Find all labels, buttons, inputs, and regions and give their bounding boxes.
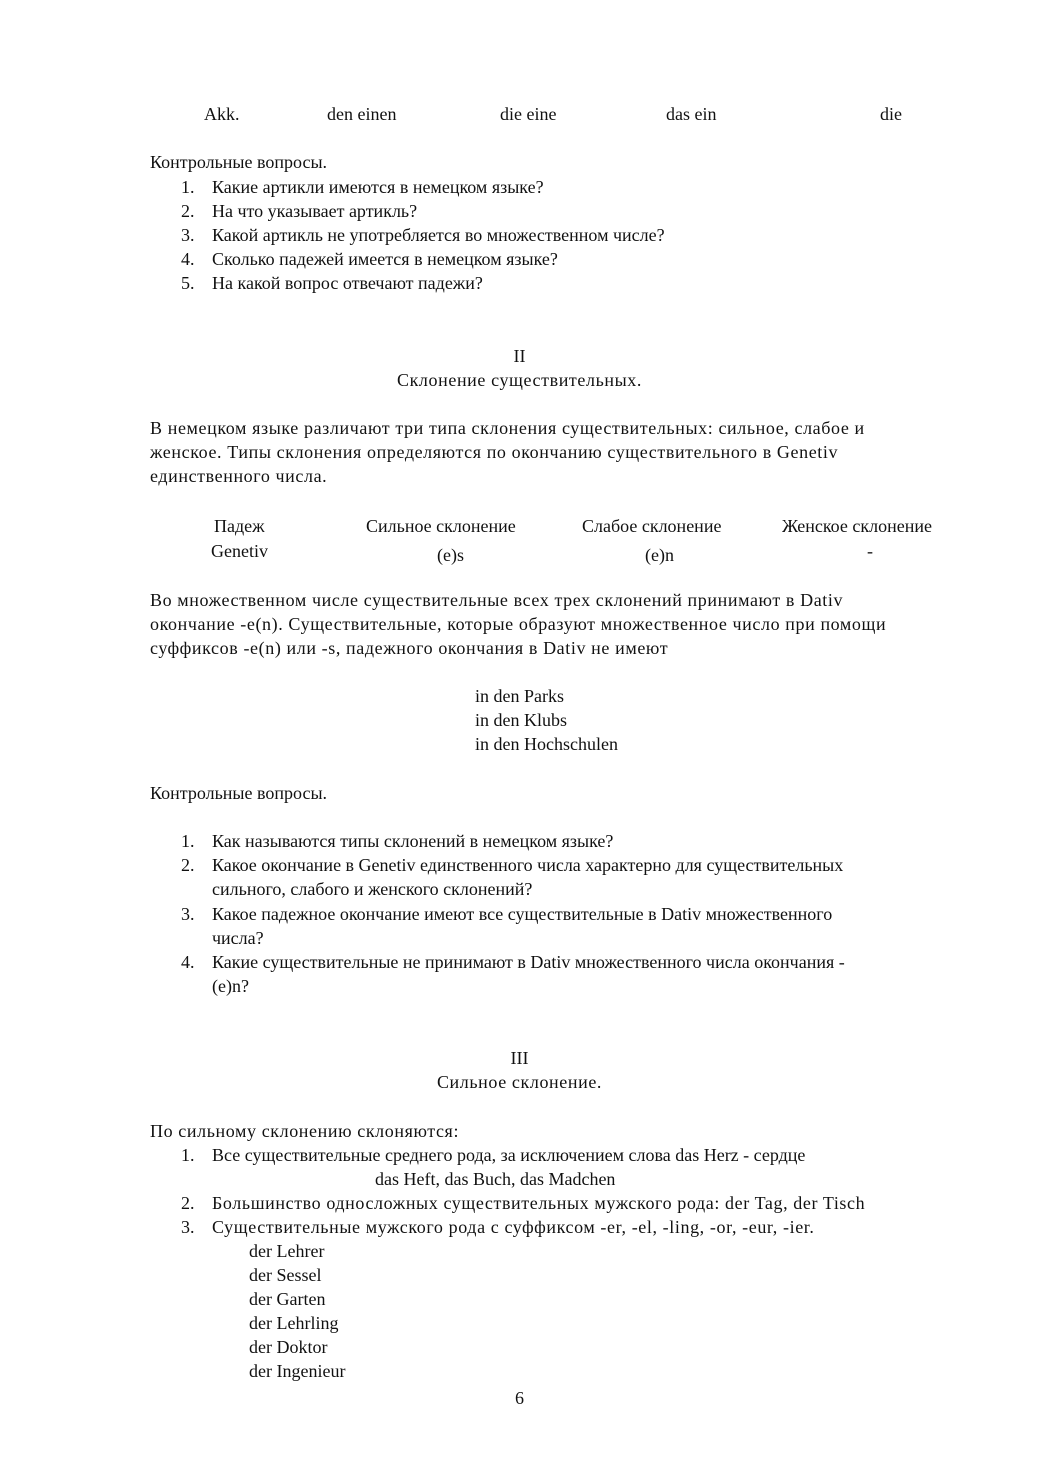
- list-item-continuation: числа?: [212, 928, 264, 948]
- section-title: Сильное склонение.: [436, 1072, 603, 1092]
- list-item: Все существительные среднего рода, за исключением слова das Herz - сердце: [212, 1145, 806, 1165]
- list-item-number: 3.: [181, 225, 195, 245]
- akk-label: Akk.: [204, 104, 240, 124]
- list-item: Какие артикли имеются в немецком языке?: [212, 177, 544, 197]
- list-item-number: 3.: [181, 904, 195, 924]
- list-item-number: 1.: [181, 1145, 195, 1165]
- page-number: 6: [515, 1388, 524, 1408]
- list-item: Сколько падежей имеется в немецком языке?: [212, 249, 558, 269]
- paragraph-line: женское. Типы склонения определяются по окончанию существительного в Genetiv: [150, 442, 839, 462]
- list-item-number: 4.: [181, 249, 195, 269]
- list-item-number: 3.: [181, 1217, 195, 1237]
- example-line: in den Parks: [475, 686, 564, 706]
- list-item-continuation: (e)n?: [212, 976, 249, 996]
- list-item: Какие существительные не принимают в Dativ множественного числа окончания -: [212, 952, 845, 972]
- example-line: der Lehrling: [249, 1313, 339, 1333]
- example-line: der Lehrer: [249, 1241, 325, 1261]
- paragraph-line: Во множественном числе существительные всех трех склонений принимают в Dativ: [150, 590, 844, 610]
- paragraph-line: В немецком языке различают три типа склонения существительных: сильное, слабое и: [150, 418, 865, 438]
- table-cell: Genetiv: [211, 541, 268, 561]
- table-header: Сильное склонение: [366, 516, 516, 536]
- akk-plural: die: [880, 104, 902, 124]
- list-item: Существительные мужского рода с суффиксом -er, -el, -ling, -or, -eur, -ier.: [212, 1217, 815, 1237]
- list-item: Какое окончание в Genetiv единственного числа характерно для существительных: [212, 855, 844, 875]
- section-numeral: III: [510, 1048, 529, 1068]
- paragraph-line: окончание -e(n). Существительные, которые образуют множественное число при помощи: [150, 614, 887, 634]
- list-item: Большинство односложных существительных мужского рода: der Tag, der Tisch: [212, 1193, 866, 1213]
- akk-masculine: den einen: [327, 104, 397, 124]
- paragraph-line: единственного числа.: [150, 466, 328, 486]
- list-item: Какой артикль не употребляется во множественном числе?: [212, 225, 665, 245]
- akk-feminine: die eine: [500, 104, 557, 124]
- table-header: Падеж: [214, 516, 265, 536]
- list-item: Какое падежное окончание имеют все существительные в Dativ множественного: [212, 904, 833, 924]
- paragraph-line: суффиксов -e(n) или -s, падежного окончания в Dativ не имеют: [150, 638, 669, 658]
- list-item: На что указывает артикль?: [212, 201, 418, 221]
- table-cell: (e)n: [645, 545, 674, 565]
- list-item-number: 1.: [181, 177, 195, 197]
- example-line: der Ingenieur: [249, 1361, 346, 1381]
- questions-heading: Контрольные вопросы.: [150, 152, 328, 172]
- table-header: Слабое склонение: [582, 516, 722, 536]
- example-line: in den Hochschulen: [475, 734, 618, 754]
- list-item-number: 4.: [181, 952, 195, 972]
- section-title: Склонение существительных.: [396, 370, 643, 390]
- akk-neuter: das ein: [666, 104, 717, 124]
- table-cell: (e)s: [437, 545, 464, 565]
- table-header: Женское склонение: [782, 516, 932, 536]
- list-item-number: 1.: [181, 831, 195, 851]
- example-line: in den Klubs: [475, 710, 567, 730]
- example-line: der Sessel: [249, 1265, 322, 1285]
- example-line: der Garten: [249, 1289, 326, 1309]
- paragraph: [150, 588, 980, 660]
- list-item-example: das Heft, das Buch, das Madchen: [375, 1169, 616, 1189]
- questions-heading: Контрольные вопросы.: [150, 783, 328, 803]
- paragraph: По сильному склонению склоняются:: [150, 1121, 460, 1141]
- list-item-number: 2.: [181, 1193, 195, 1213]
- list-item-number: 2.: [181, 201, 195, 221]
- table-cell: -: [867, 541, 873, 561]
- section-numeral: II: [513, 346, 526, 366]
- list-item: Как называются типы склонений в немецком языке?: [212, 831, 614, 851]
- paragraph: [150, 416, 980, 488]
- example-line: der Doktor: [249, 1337, 328, 1357]
- list-item: На какой вопрос отвечают падежи?: [212, 273, 483, 293]
- list-item-number: 5.: [181, 273, 195, 293]
- list-item-continuation: сильного, слабого и женского склонений?: [212, 879, 533, 899]
- list-item-number: 2.: [181, 855, 195, 875]
